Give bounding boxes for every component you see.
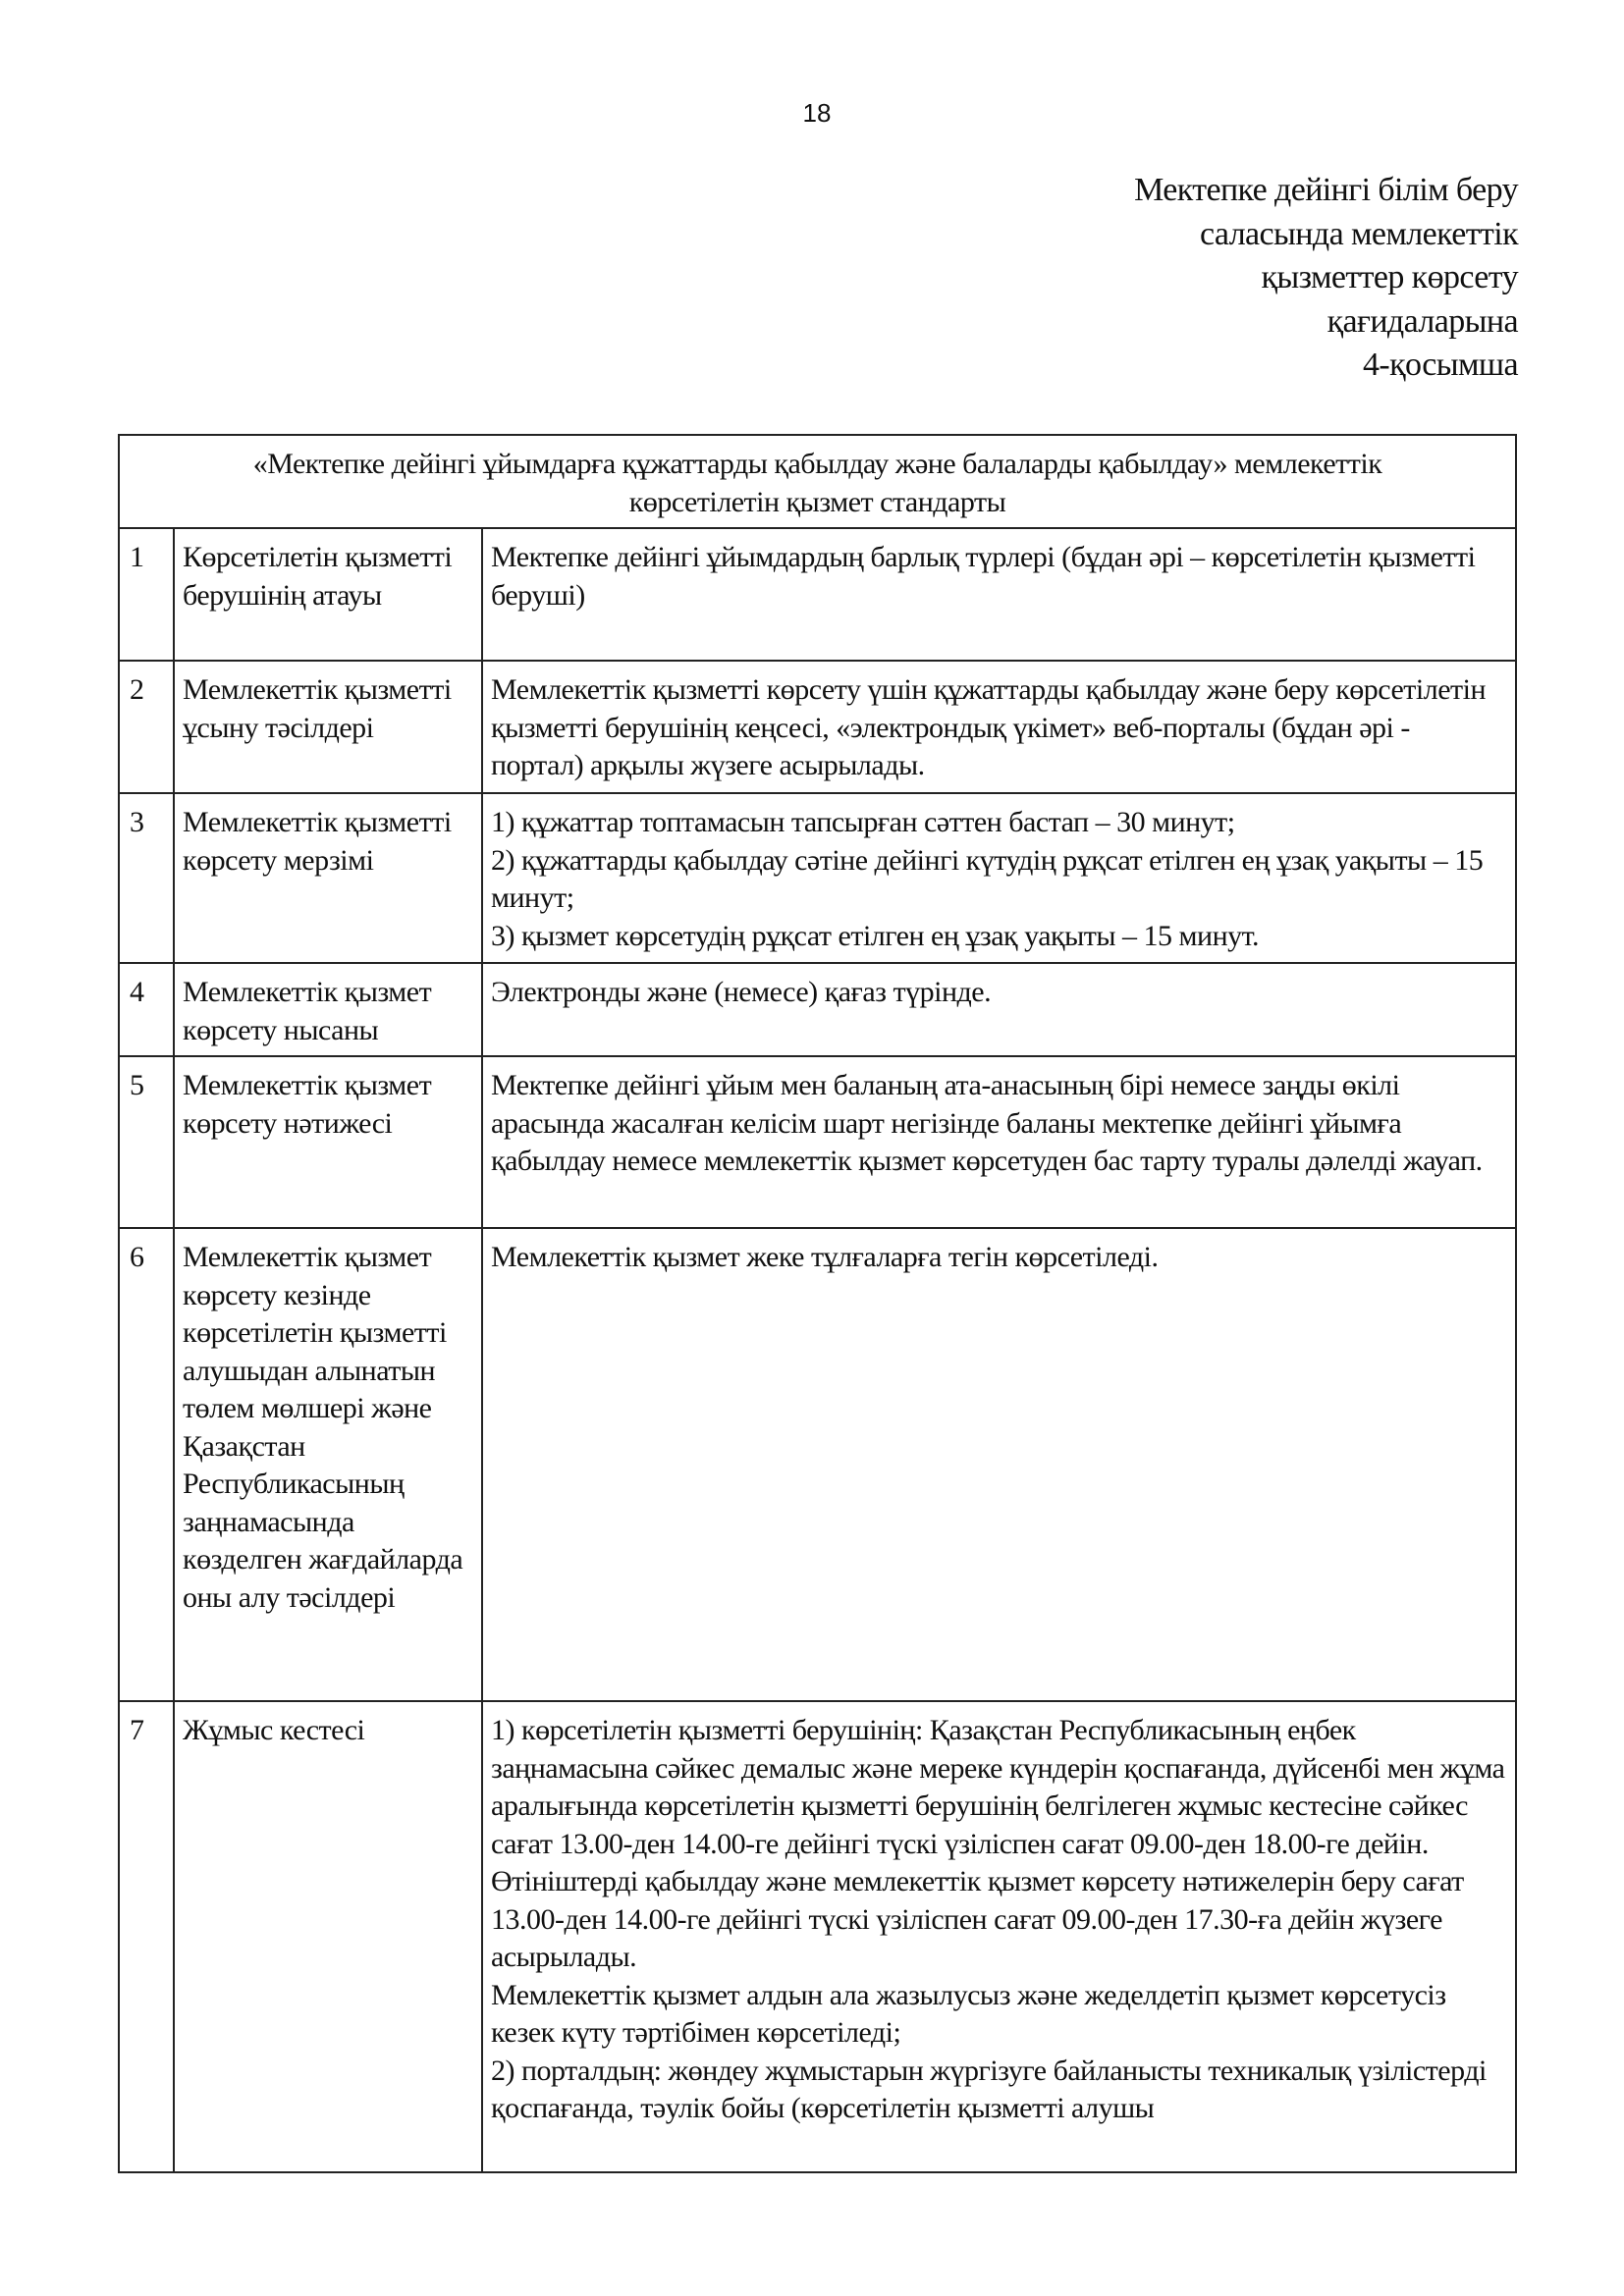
row-name: Мемлекеттік қызметті ұсыну тәсілдері bbox=[174, 661, 482, 793]
row-number: 5 bbox=[119, 1056, 174, 1228]
appendix-header-line: қызметтер көрсету bbox=[1261, 259, 1518, 295]
row-value bbox=[482, 1228, 1516, 1701]
row-value-line: Мемлекеттік қызметті көрсету үшін құжаттарды қабылдау және беру көрсетілетін қызметті берушінің кеңсесі, «электрондық үкімет» веб-порталы (бұдан әрі - портал) арқылы жүзеге асырылады. bbox=[491, 673, 1487, 781]
row-number: 2 bbox=[119, 661, 174, 793]
row-number: 4 bbox=[119, 963, 174, 1056]
appendix-header-line: қағидаларына bbox=[1326, 302, 1518, 340]
table-row bbox=[119, 1056, 1516, 1228]
row-value bbox=[482, 1056, 1516, 1228]
row-name: Көрсетілетін қызметті берушінің атауы bbox=[174, 528, 482, 661]
row-value-line: Мемлекеттік қызмет жеке тұлғаларға тегін көрсетіледі. bbox=[491, 1241, 1159, 1273]
row-value bbox=[482, 528, 1516, 661]
table-row bbox=[119, 661, 1516, 793]
page-number: 18 bbox=[802, 98, 832, 128]
appendix-header-line: саласында мемлекеттік bbox=[1200, 215, 1518, 252]
row-value bbox=[482, 661, 1516, 793]
row-value-line: 1) көрсетілетін қызметті берушінің: Қазақстан Республикасының еңбек заңнамасына сәйкес демалыс және мереке күндерін қоспағанда, дүйсенбі мен жұма аралығында көрсетілетін қызметті берушінің белгілеген жұмыс кестесіне сәйкес сағат 13.00-ден 14.00-ге дейінгі түскі үзіліспен сағат 09.00-ден 18.00-ге дейін. bbox=[491, 1714, 1505, 1860]
table-title-line: «Мектепке дейінгі ұйымдарға құжаттарды қабылдау және балаларды қабылдау» мемлекеттік bbox=[252, 448, 1382, 480]
row-value bbox=[482, 793, 1516, 963]
row-number: 7 bbox=[119, 1701, 174, 2172]
table-row bbox=[119, 528, 1516, 661]
row-value bbox=[482, 963, 1516, 1056]
row-value-line: Мемлекеттік қызмет алдын ала жазылусыз және жеделдетіп қызмет көрсетусіз кезек күту тәртібімен көрсетіледі; bbox=[491, 1978, 1446, 2049]
table-row bbox=[119, 1701, 1516, 2172]
service-standard-table bbox=[118, 434, 1517, 2173]
row-value bbox=[482, 1701, 1516, 2172]
row-name: Мемлекеттік қызмет көрсету нысаны bbox=[174, 963, 482, 1056]
row-name: Жұмыс кестесі bbox=[174, 1701, 482, 2172]
row-value-line: Өтініштерді қабылдау және мемлекеттік қызмет көрсету нәтижелерін беру сағат 13.00-ден 14.00-ге дейінгі түскі үзіліспен сағат 09.00-ден 17.30-ға дейін жүзеге асырылады. bbox=[491, 1865, 1464, 1973]
row-name: Мемлекеттік қызмет көрсету нәтижесі bbox=[174, 1056, 482, 1228]
row-value-line: 2) порталдың: жөндеу жұмыстарын жүргізуге байланысты техникалық үзілістерді қоспағанда, тәулік бойы (көрсетілетін қызметті алушы bbox=[491, 2054, 1487, 2124]
row-value-line: Мектепке дейінгі ұйым мен баланың ата-анасының бірі немесе заңды өкілі арасында жасалған келісім шарт негізінде баланы мектепке дейінгі ұйымға қабылдау немесе мемлекеттік қызмет көрсетуден бас тарту туралы дәлелді жауап. bbox=[491, 1069, 1483, 1177]
row-name: Мемлекеттік қызмет көрсету кезінде көрсетілетін қызметті алушыдан алынатын төлем мөлшері және Қазақстан Республикасының заңнамасында көзделген жағдайларда оны алу тәсілдері bbox=[174, 1228, 482, 1701]
table-title-row bbox=[119, 435, 1516, 528]
row-value-line: 2) құжаттарды қабылдау сәтіне дейінгі күтудің рұқсат етілген ең ұзақ уақыты – 15 минут; bbox=[491, 843, 1484, 914]
row-value-line: 3) қызмет көрсетудің рұқсат етілген ең ұзақ уақыты – 15 минут. bbox=[491, 919, 1260, 952]
table-title bbox=[119, 435, 1516, 528]
row-name: Мемлекеттік қызметті көрсету мерзімі bbox=[174, 793, 482, 963]
appendix-header bbox=[1134, 169, 1518, 388]
appendix-header-line: Мектепке дейінгі білім беру bbox=[1134, 172, 1518, 208]
row-number: 3 bbox=[119, 793, 174, 963]
table-row bbox=[119, 963, 1516, 1056]
table-row bbox=[119, 1228, 1516, 1701]
table-row bbox=[119, 793, 1516, 963]
row-number: 1 bbox=[119, 528, 174, 661]
appendix-header-line: 4-қосымша bbox=[1362, 347, 1518, 383]
row-value-line: Электронды және (немесе) қағаз түрінде. bbox=[491, 976, 992, 1008]
row-value-line: Мектепке дейінгі ұйымдардың барлық түрлері (бұдан әрі – көрсетілетін қызметті беруші) bbox=[491, 541, 1476, 612]
row-number: 6 bbox=[119, 1228, 174, 1701]
table-title-line: көрсетілетін қызмет стандарты bbox=[628, 485, 1006, 518]
row-value-line: 1) құжаттар топтамасын тапсырған сәттен бастап – 30 минут; bbox=[491, 806, 1235, 838]
